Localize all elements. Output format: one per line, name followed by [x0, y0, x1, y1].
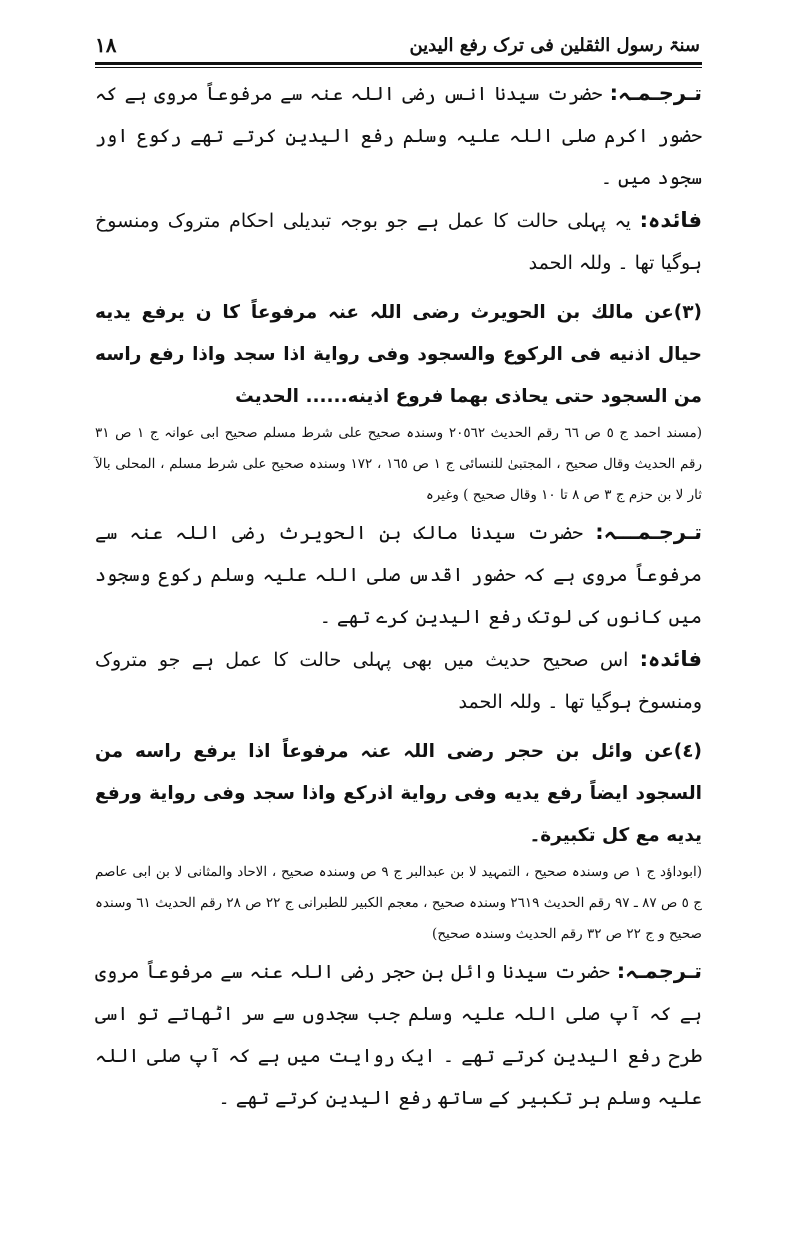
translation-paragraph-3	[95, 511, 702, 638]
benefit-text: یہ پہلی حالت کا عمل ہے جو بوجہ تبدیلی احکام متروک ومنسوخ ہوگیا تھا ۔ وللہ الحمد	[95, 210, 702, 274]
translation-label: تـرجـمـــہ:	[595, 520, 702, 544]
hadith-4-text: (٤)عن وائل بن حجر رضی اللہ عنہ مرفوعاً اذا يرفع راسه من السجود ايضاً رفع يديه وفی رواية اذركع واذا سجد وفی رواية ورفع يديه مع كل تكبيرة۔	[95, 741, 702, 846]
spacer	[95, 284, 702, 292]
benefit-label: فائدہ:	[639, 208, 702, 232]
translation-label: تـرجمـہ:	[616, 959, 702, 983]
header-rule-thin	[95, 67, 702, 68]
running-header	[95, 30, 700, 60]
book-title: سنۃ رسول الثقلین فی ترک رفع الیدین	[409, 34, 700, 56]
translation-text: حضرت سیدنا مالک بن الحویرث رضی اللہ عنہ سے مرفوعاً مروی ہے کہ حضور اقدس صلی اللہ علیہ وسلم رکوع وسجود میں کانوں کی لوتک رفع الیدین کرے تھے ۔	[95, 522, 702, 628]
translation-text: حضرت سیدنا وائل بن حجر رضی اللہ عنہ سے مرفوعاً مروی ہے کہ آپ صلی اللہ علیہ وسلم جب سجدوں سے سر اٹھاتے تو اسی طرح رفع الیدین کرتے تھے ۔ ایک روایت میں ہے کہ آپ صلی اللہ علیہ وسلم ہر تکبیر کے ساتھ رفع الیدین کرتے تھے ۔	[95, 961, 702, 1109]
hadith-3-text: (٣)عن مالك بن الحويرث رضی اللہ عنہ مرفوعاً كا ن يرفع يديه حيال اذنيه فی الركوع والسجود وفی رواية اذا سجد واذا رفع راسه من السجود حتی يحاذی بهما فروع اذينه...... الحديث	[95, 302, 702, 407]
translation-paragraph-4	[95, 950, 702, 1119]
benefit-paragraph-1	[95, 199, 702, 284]
translation-text: حضرت سیدنا انس رضی اللہ عنہ سے مرفوعاً مروی ہے کہ حضور اکرم صلی اللہ علیہ وسلم رفع الیدین کرتے تھے رکوع اور سجود میں ۔	[95, 83, 702, 189]
header-rule-thick	[95, 62, 702, 65]
spacer	[95, 723, 702, 731]
benefit-text: اس صحیح حدیث میں بھی پہلی حالت کا عمل ہے جو متروک ومنسوخ ہوگیا تھا ۔ وللہ الحمد	[95, 649, 702, 713]
benefit-paragraph-3	[95, 638, 702, 723]
page-number: ١٨	[95, 33, 117, 57]
benefit-label: فائدہ:	[639, 647, 702, 671]
translation-paragraph-1	[95, 72, 702, 199]
hadith-4-reference: (ابوداؤد ج ١ ص وسندہ صحیح ، التمہید لا بن عبدالبر ج ٩ ص وسندہ صحیح ، الاحاد والمثانی لا بن ابی عاصم ج ٥ ص ٨٧ ـ ٩٧ رقم الحدیث ٢٦١٩ وسندہ صحیح ، معجم الکبیر للطبرانی ج ٢٢ ص ٢٨ رقم الحدیث ٦١ وسندہ صحیح و ج ٢٢ ص ٣٢ رقم الحدیث وسندہ صحیح)	[95, 864, 703, 942]
page-body	[95, 72, 702, 1119]
hadith-3-reference: (مسند احمد ج ٥ ص ٦٦ رقم الحديث ٢٠٥٦٢ وسندہ صحیح علی شرط مسلم صحیح ابی عوانہ ج ١ ص ٣١ رقم الحدیث وقال صحیح ، المجتبیٰ للنسائی ج ١ ص ١٦٥ ، ١٧٢ وسندہ صحیح علی شرط مسلم ، المحلی بالآ ثار لا بن حزم ج ٣ ص ٨ تا ١٠ وقال صحیح ) وغیرہ	[95, 425, 703, 503]
translation-label: تـرجـمـہ:	[609, 81, 702, 105]
